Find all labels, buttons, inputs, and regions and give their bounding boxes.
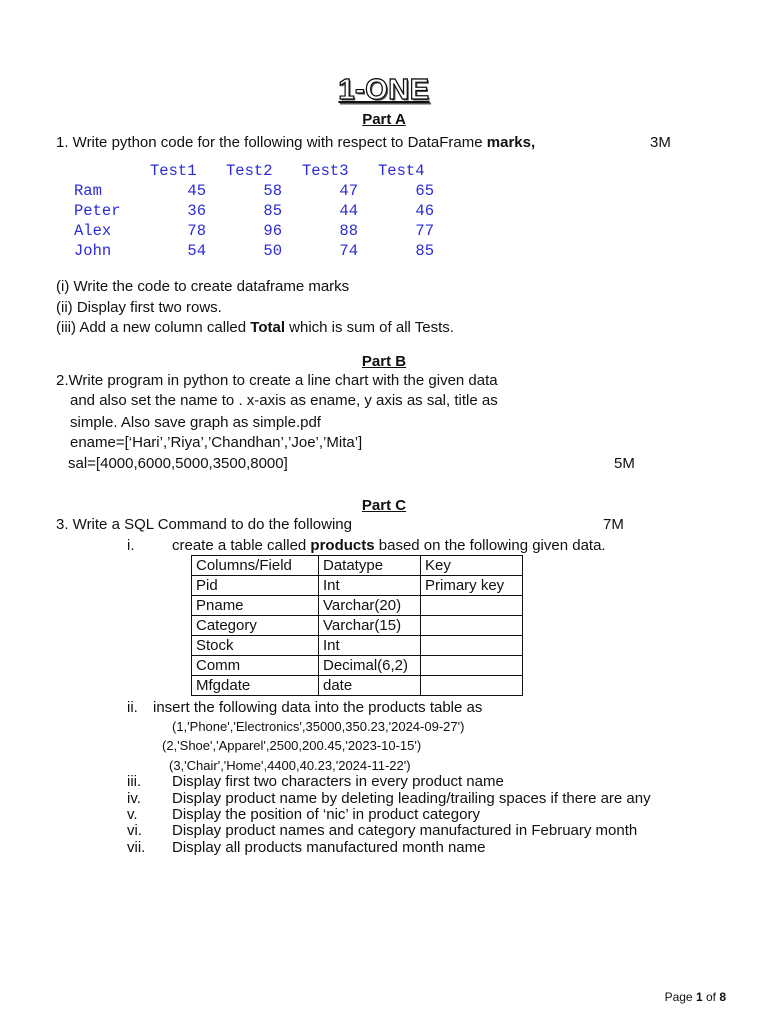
table-cell: Int [319,576,421,596]
df-cell: 36 [187,202,206,220]
df-cell: 54 [187,242,206,260]
insert-row-1: (1,'Phone','Electronics',35000,350.23,'2024-09-27') [172,719,465,734]
page-number-total: 8 [719,990,726,1004]
item-text: Display the position of ‘nic’ in product category [172,806,480,823]
df-row [74,181,434,201]
table-row [192,576,523,596]
df-row [74,221,434,241]
table-row [192,636,523,656]
item-i-prefix: create a table called [172,537,311,554]
item-number: iii. [127,773,142,790]
table-cell: Comm [192,656,319,676]
table-row [192,616,523,636]
table-cell: Category [192,616,319,636]
item-text: Display all products manufactured month name [172,839,486,856]
table-row [192,656,523,676]
item-number: vi. [127,822,142,839]
table-row [192,596,523,616]
item-number: vii. [127,839,146,856]
item-i-bold: products [310,537,375,554]
insert-row-2: (2,'Shoe','Apparel',2500,200.45,'2023-10-15') [162,738,422,753]
df-col-test1: Test1 [150,162,197,180]
table-cell [421,616,523,636]
df-cell: 65 [415,182,434,200]
question-1-bold: marks, [486,134,536,151]
df-cell: 78 [187,222,206,240]
df-cell: 85 [263,202,282,220]
item-ii-text: insert the following data into the products table as [153,699,483,716]
insert-row-3: (3,'Chair','Home',4400,40.23,'2024-11-22') [169,758,411,773]
df-row-label: Alex [74,222,112,240]
df-cell: 88 [339,222,358,240]
df-cell: 58 [263,182,282,200]
df-row [74,201,434,221]
question-2-line-4: ename=[‘Hari’,’Riya’,’Chandhan’,’Joe’,’Mita’] [70,434,363,451]
part-c-heading: Part C [361,497,407,514]
item-i-text [172,536,606,556]
sub-question-3-text: (iii) Add a new column called [56,319,251,336]
question-2-line-1: 2.Write program in python to create a line chart with the given data [56,372,498,389]
df-cell: 96 [263,222,282,240]
products-spec-table [191,555,523,696]
sub-question-3-suffix: which is sum of all Tests. [284,319,454,336]
table-header-cell: Datatype [319,556,421,576]
question-3-marks: 7M [603,516,624,533]
question-3: 3. Write a SQL Command to do the following [56,516,352,533]
table-cell: Pname [192,596,319,616]
table-cell: Int [319,636,421,656]
item-i-number: i. [127,537,135,554]
sub-question-2: (ii) Display first two rows. [56,299,222,316]
table-cell: Mfgdate [192,676,319,696]
df-row-label: Ram [74,182,102,200]
page-number-current: 1 [695,990,703,1004]
df-cell: 74 [339,242,358,260]
item-text: Display product name by deleting leading/trailing spaces if there are any [172,790,651,807]
question-1-text: 1. Write python code for the following with respect to DataFrame [56,134,487,151]
question-1-marks: 3M [650,134,671,151]
page-title: 1-ONE [338,74,430,106]
part-b-heading: Part B [361,353,407,370]
df-cell: 46 [415,202,434,220]
page-number-prefix: Page [664,990,696,1004]
df-cell: 85 [415,242,434,260]
df-col-test3: Test3 [302,162,349,180]
df-cell: 77 [415,222,434,240]
table-cell [421,636,523,656]
table-cell: Decimal(6,2) [319,656,421,676]
part-a-heading: Part A [362,111,406,128]
table-cell: date [319,676,421,696]
table-row [192,676,523,696]
df-cell: 47 [339,182,358,200]
df-cell: 45 [187,182,206,200]
df-col-test4: Test4 [378,162,425,180]
table-cell [421,656,523,676]
df-row [74,241,434,261]
table-cell [421,596,523,616]
item-text: Display first two characters in every product name [172,773,504,790]
df-cell: 50 [263,242,282,260]
question-1 [56,133,535,153]
question-2-line-2: and also set the name to . x-axis as ename, y axis as sal, title as [70,392,498,409]
item-text: Display product names and category manufactured in February month [172,822,638,839]
item-number: iv. [127,790,141,807]
question-2-marks: 5M [614,455,635,472]
table-cell: Varchar(15) [319,616,421,636]
df-cell: 44 [339,202,358,220]
table-cell: Primary key [421,576,523,596]
table-row [192,556,523,576]
sub-question-3 [56,318,454,338]
table-cell [421,676,523,696]
sub-question-1: (i) Write the code to create dataframe marks [56,278,350,295]
df-row-label: Peter [74,202,121,220]
df-header [150,161,438,181]
table-cell: Stock [192,636,319,656]
df-col-test2: Test2 [226,162,273,180]
table-cell: Pid [192,576,319,596]
table-cell: Varchar(20) [319,596,421,616]
table-header-cell: Columns/Field [192,556,319,576]
sub-question-3-bold: Total [250,319,285,336]
df-row-label: John [74,242,112,260]
item-number: v. [127,806,138,823]
page-number [665,990,726,1004]
question-2-line-3: simple. Also save graph as simple.pdf [70,414,321,431]
item-i-suffix: based on the following given data. [374,537,606,554]
question-2-line-5: sal=[4000,6000,5000,3500,8000] [68,455,288,472]
table-header-cell: Key [421,556,523,576]
item-ii-number: ii. [127,699,138,716]
page-number-of: of [702,990,720,1004]
